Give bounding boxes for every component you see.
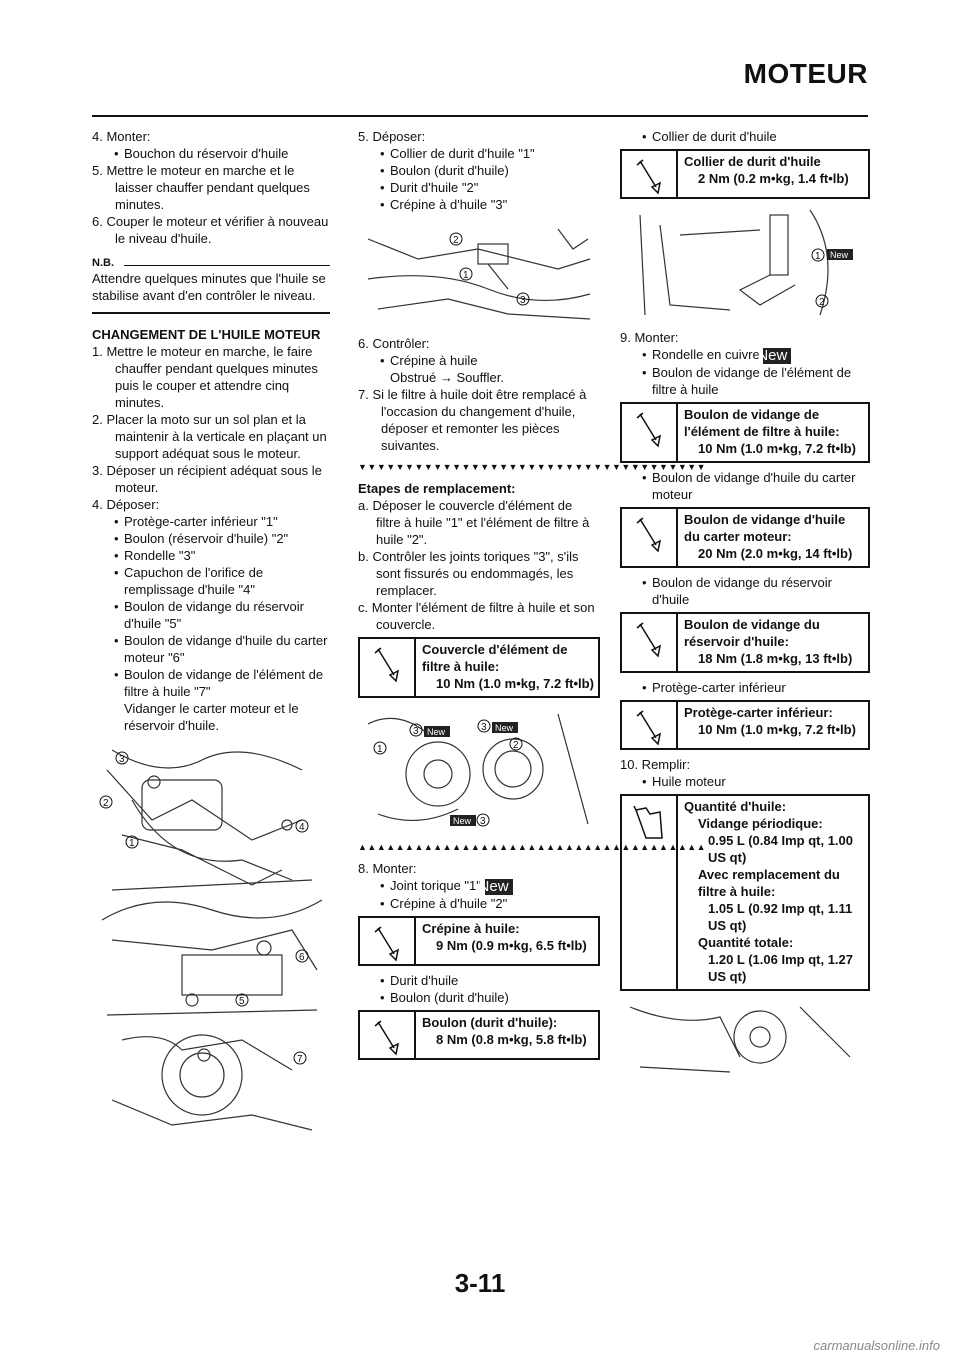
new-badge: New <box>427 727 446 737</box>
spec-value: 0.95 L (0.84 Imp qt, 1.00 US qt) <box>708 832 853 865</box>
check-note: Obstrué → Souffler. <box>390 370 504 385</box>
column-right <box>620 128 870 1083</box>
substep-a: a. Déposer le couvercle d'élément de filtre à huile "1" et l'élément de filtre à huile "2". <box>358 498 590 547</box>
bullet: • Rondelle "3" <box>92 547 330 564</box>
step-5: 5. Mettre le moteur en marche et le laisser chauffer pendant quelques minutes. <box>92 163 310 212</box>
new-badge: New <box>830 250 849 260</box>
step-8-monter: 8. Monter: <box>358 861 417 876</box>
torque-wrench-icon <box>622 702 678 748</box>
torque-spec-box <box>620 149 870 199</box>
spec-name: Collier de durit d'huile <box>684 154 821 169</box>
substep-b: b. Contrôler les joints toriques "3", s'ils sont fissurés ou endommagés, les remplacer. <box>358 549 579 598</box>
replacement-steps-heading: Etapes de remplacement: <box>358 481 516 496</box>
step-5-deposer: 5. Déposer: <box>358 129 426 144</box>
new-badge: New <box>495 723 514 733</box>
torque-spec-box <box>620 507 870 568</box>
torque-wrench-icon <box>360 918 416 964</box>
substep-c: c. Monter l'élément de filtre à huile et son couvercle. <box>358 600 595 632</box>
spec-value: 10 Nm (1.0 m•kg, 7.2 ft•lb) <box>436 676 594 691</box>
bullet: • Boulon (réservoir d'huile) "2" <box>92 530 330 547</box>
callout-2: 2 <box>513 740 519 751</box>
torque-wrench-icon <box>622 151 678 197</box>
callout-2: 2 <box>453 235 459 246</box>
torque-wrench-icon <box>622 614 678 671</box>
bullet: • Crépine à d'huile "3" <box>358 196 600 213</box>
torque-wrench-icon <box>360 1012 416 1058</box>
bullet <box>620 346 870 364</box>
bullet: • Collier de durit d'huile <box>620 128 870 145</box>
spec-name: Quantité d'huile: <box>684 798 787 814</box>
bullet: • Crépine à d'huile "2" <box>358 895 600 912</box>
engine-drain-illustration <box>92 740 330 1138</box>
oil-can-icon <box>622 796 678 989</box>
bullet: • Boulon (durit d'huile) <box>358 162 600 179</box>
change-step-3: 3. Déposer un récipient adéquat sous le moteur. <box>92 463 322 495</box>
bullet: • Protège-carter inférieur <box>620 679 870 696</box>
torque-spec-box <box>358 916 600 966</box>
spec-value: 18 Nm (1.8 m•kg, 13 ft•lb) <box>698 650 853 666</box>
spec-name: Boulon de vidange d'huile du carter moteur: <box>684 511 846 544</box>
header-rule <box>92 115 868 117</box>
callout-3: 3 <box>481 722 487 733</box>
watermark: carmanualsonline.info <box>813 1338 940 1353</box>
callout-2: 2 <box>819 297 825 308</box>
callout-3: 3 <box>413 726 419 737</box>
torque-wrench-icon <box>622 404 678 461</box>
torque-spec-box <box>358 1010 600 1060</box>
bullet: • Collier de durit d'huile "1" <box>358 145 600 162</box>
bullet: • Boulon de vidange de l'élément de filtre à huile "7" <box>92 666 330 700</box>
callout-5: 5 <box>239 996 245 1007</box>
bullet: • Durit d'huile <box>358 972 600 989</box>
spec-sublabel: Avec remplacement du filtre à huile: <box>698 866 840 899</box>
callout-3: 3 <box>119 754 125 765</box>
callout-1: 1 <box>463 270 469 281</box>
torque-spec-box <box>620 402 870 463</box>
bullet: • Protège-carter inférieur "1" <box>92 513 330 530</box>
callout-7: 7 <box>297 1054 303 1065</box>
callout-2: 2 <box>103 798 109 809</box>
oil-quantity-spec-box <box>620 794 870 991</box>
bullet: • Bouchon du réservoir d'huile <box>92 145 330 162</box>
step-6-controler: 6. Contrôler: <box>358 336 430 351</box>
section-heading: CHANGEMENT DE L'HUILE MOTEUR <box>92 327 321 342</box>
bullet: • Crépine à huile <box>358 352 600 369</box>
torque-spec-box <box>620 612 870 673</box>
new-badge: New <box>453 816 472 826</box>
spec-name: Crépine à huile: <box>422 920 520 936</box>
page-title: MOTEUR <box>743 58 868 89</box>
bullet-text: Rondelle en cuivre <box>652 347 760 362</box>
spec-value: 20 Nm (2.0 m•kg, 14 ft•lb) <box>698 545 853 561</box>
bullet: • Capuchon de l'orifice de remplissage d'huile "4" <box>92 564 330 598</box>
spec-value: 1.05 L (0.92 Imp qt, 1.11 US qt) <box>708 900 853 933</box>
spec-value: 8 Nm (0.8 m•kg, 5.8 ft•lb) <box>436 1031 587 1047</box>
torque-spec-box <box>358 637 600 698</box>
steps-end-marker: ▲▲▲▲▲▲▲▲▲▲▲▲▲▲▲▲▲▲▲▲▲▲▲▲▲▲▲▲▲▲▲▲▲▲▲▲▲ <box>358 842 707 852</box>
spec-value: 10 Nm (1.0 m•kg, 7.2 ft•lb) <box>698 440 856 456</box>
bullet: • Huile moteur <box>620 773 870 790</box>
note-block <box>92 257 330 314</box>
change-step-1: 1. Mettre le moteur en marche, le faire chauffer pendant quelques minutes puis le couper et attendre cinq minutes. <box>92 344 318 410</box>
callout-1: 1 <box>377 744 383 755</box>
step-4-monter: 4. Monter: <box>92 129 151 144</box>
note-text: Attendre quelques minutes que l'huile se stabilise avant d'en contrôler le niveau. <box>92 271 326 303</box>
note-end-rule <box>92 312 330 314</box>
page-number: 3-11 <box>454 1268 506 1298</box>
step-6: 6. Couper le moteur et vérifier à nouveau le niveau d'huile. <box>92 214 329 246</box>
drain-note: Vidanger le carter moteur et le réservoir d'huile. <box>124 701 299 733</box>
torque-wrench-icon <box>360 639 416 696</box>
callout-6: 6 <box>299 952 305 963</box>
callout-4: 4 <box>299 822 305 833</box>
spec-value: 9 Nm (0.9 m•kg, 6.5 ft•lb) <box>436 937 587 953</box>
steps-start-marker: ▼▼▼▼▼▼▼▼▼▼▼▼▼▼▼▼▼▼▼▼▼▼▼▼▼▼▼▼▼▼▼▼▼▼▼▼▼ <box>358 462 707 472</box>
bullet: • Boulon de vidange d'huile du carter moteur "6" <box>92 632 330 666</box>
bullet-text: Joint torique "1" <box>390 878 481 893</box>
change-step-2: 2. Placer la moto sur un sol plan et la maintenir à la verticale en plaçant un support adéquat sous le moteur. <box>92 412 327 461</box>
callout-3: 3 <box>480 816 486 827</box>
step-10-remplir: 10. Remplir: <box>620 756 691 772</box>
oil-hose-clamp-illustration <box>620 205 870 323</box>
bullet: • Durit d'huile "2" <box>358 179 600 196</box>
torque-spec-box <box>620 700 870 750</box>
spec-value: 2 Nm (0.2 m•kg, 1.4 ft•lb) <box>698 171 849 186</box>
note-label: N.B. <box>92 257 114 269</box>
callout-1: 1 <box>815 251 821 262</box>
bullet: • Boulon de vidange d'huile du carter moteur <box>620 469 870 503</box>
spec-sublabel: Vidange périodique: <box>698 815 823 831</box>
spec-name: Boulon de vidange de l'élément de filtre à huile: <box>684 406 840 439</box>
callout-1: 1 <box>129 838 135 849</box>
bullet: • Boulon de vidange du réservoir d'huile "5" <box>92 598 330 632</box>
new-badge: New <box>485 879 513 895</box>
spec-name: Couvercle d'élément de filtre à huile: <box>422 642 568 674</box>
step-7: 7. Si le filtre à huile doit être remplacé à l'occasion du changement d'huile, déposer et remonter les pièces suivantes. <box>358 387 587 453</box>
callout-3: 3 <box>520 295 526 306</box>
bullet: • Boulon de vidange de l'élément de filtre à huile <box>620 364 870 398</box>
column-left <box>92 128 330 1144</box>
oil-filter-illustration <box>358 704 600 834</box>
oil-strainer-illustration <box>358 219 600 329</box>
spec-sublabel: Quantité totale: <box>698 934 794 950</box>
spec-value: 1.20 L (1.06 Imp qt, 1.27 US qt) <box>708 951 853 984</box>
new-badge: New <box>763 348 791 364</box>
bullet <box>358 877 600 895</box>
note-rule <box>124 265 330 266</box>
spec-name: Boulon (durit d'huile): <box>422 1014 558 1030</box>
spec-name: Boulon de vidange du réservoir d'huile: <box>684 616 820 649</box>
bullet: • Boulon de vidange du réservoir d'huile <box>620 574 870 608</box>
step-9-monter: 9. Monter: <box>620 330 679 345</box>
bullet: • Boulon (durit d'huile) <box>358 989 600 1006</box>
spec-value: 10 Nm (1.0 m•kg, 7.2 ft•lb) <box>698 721 856 737</box>
torque-wrench-icon <box>622 509 678 566</box>
oil-filler-illustration <box>620 997 870 1077</box>
change-step-4: 4. Déposer: <box>92 497 160 512</box>
spec-name: Protège-carter inférieur: <box>684 704 833 720</box>
